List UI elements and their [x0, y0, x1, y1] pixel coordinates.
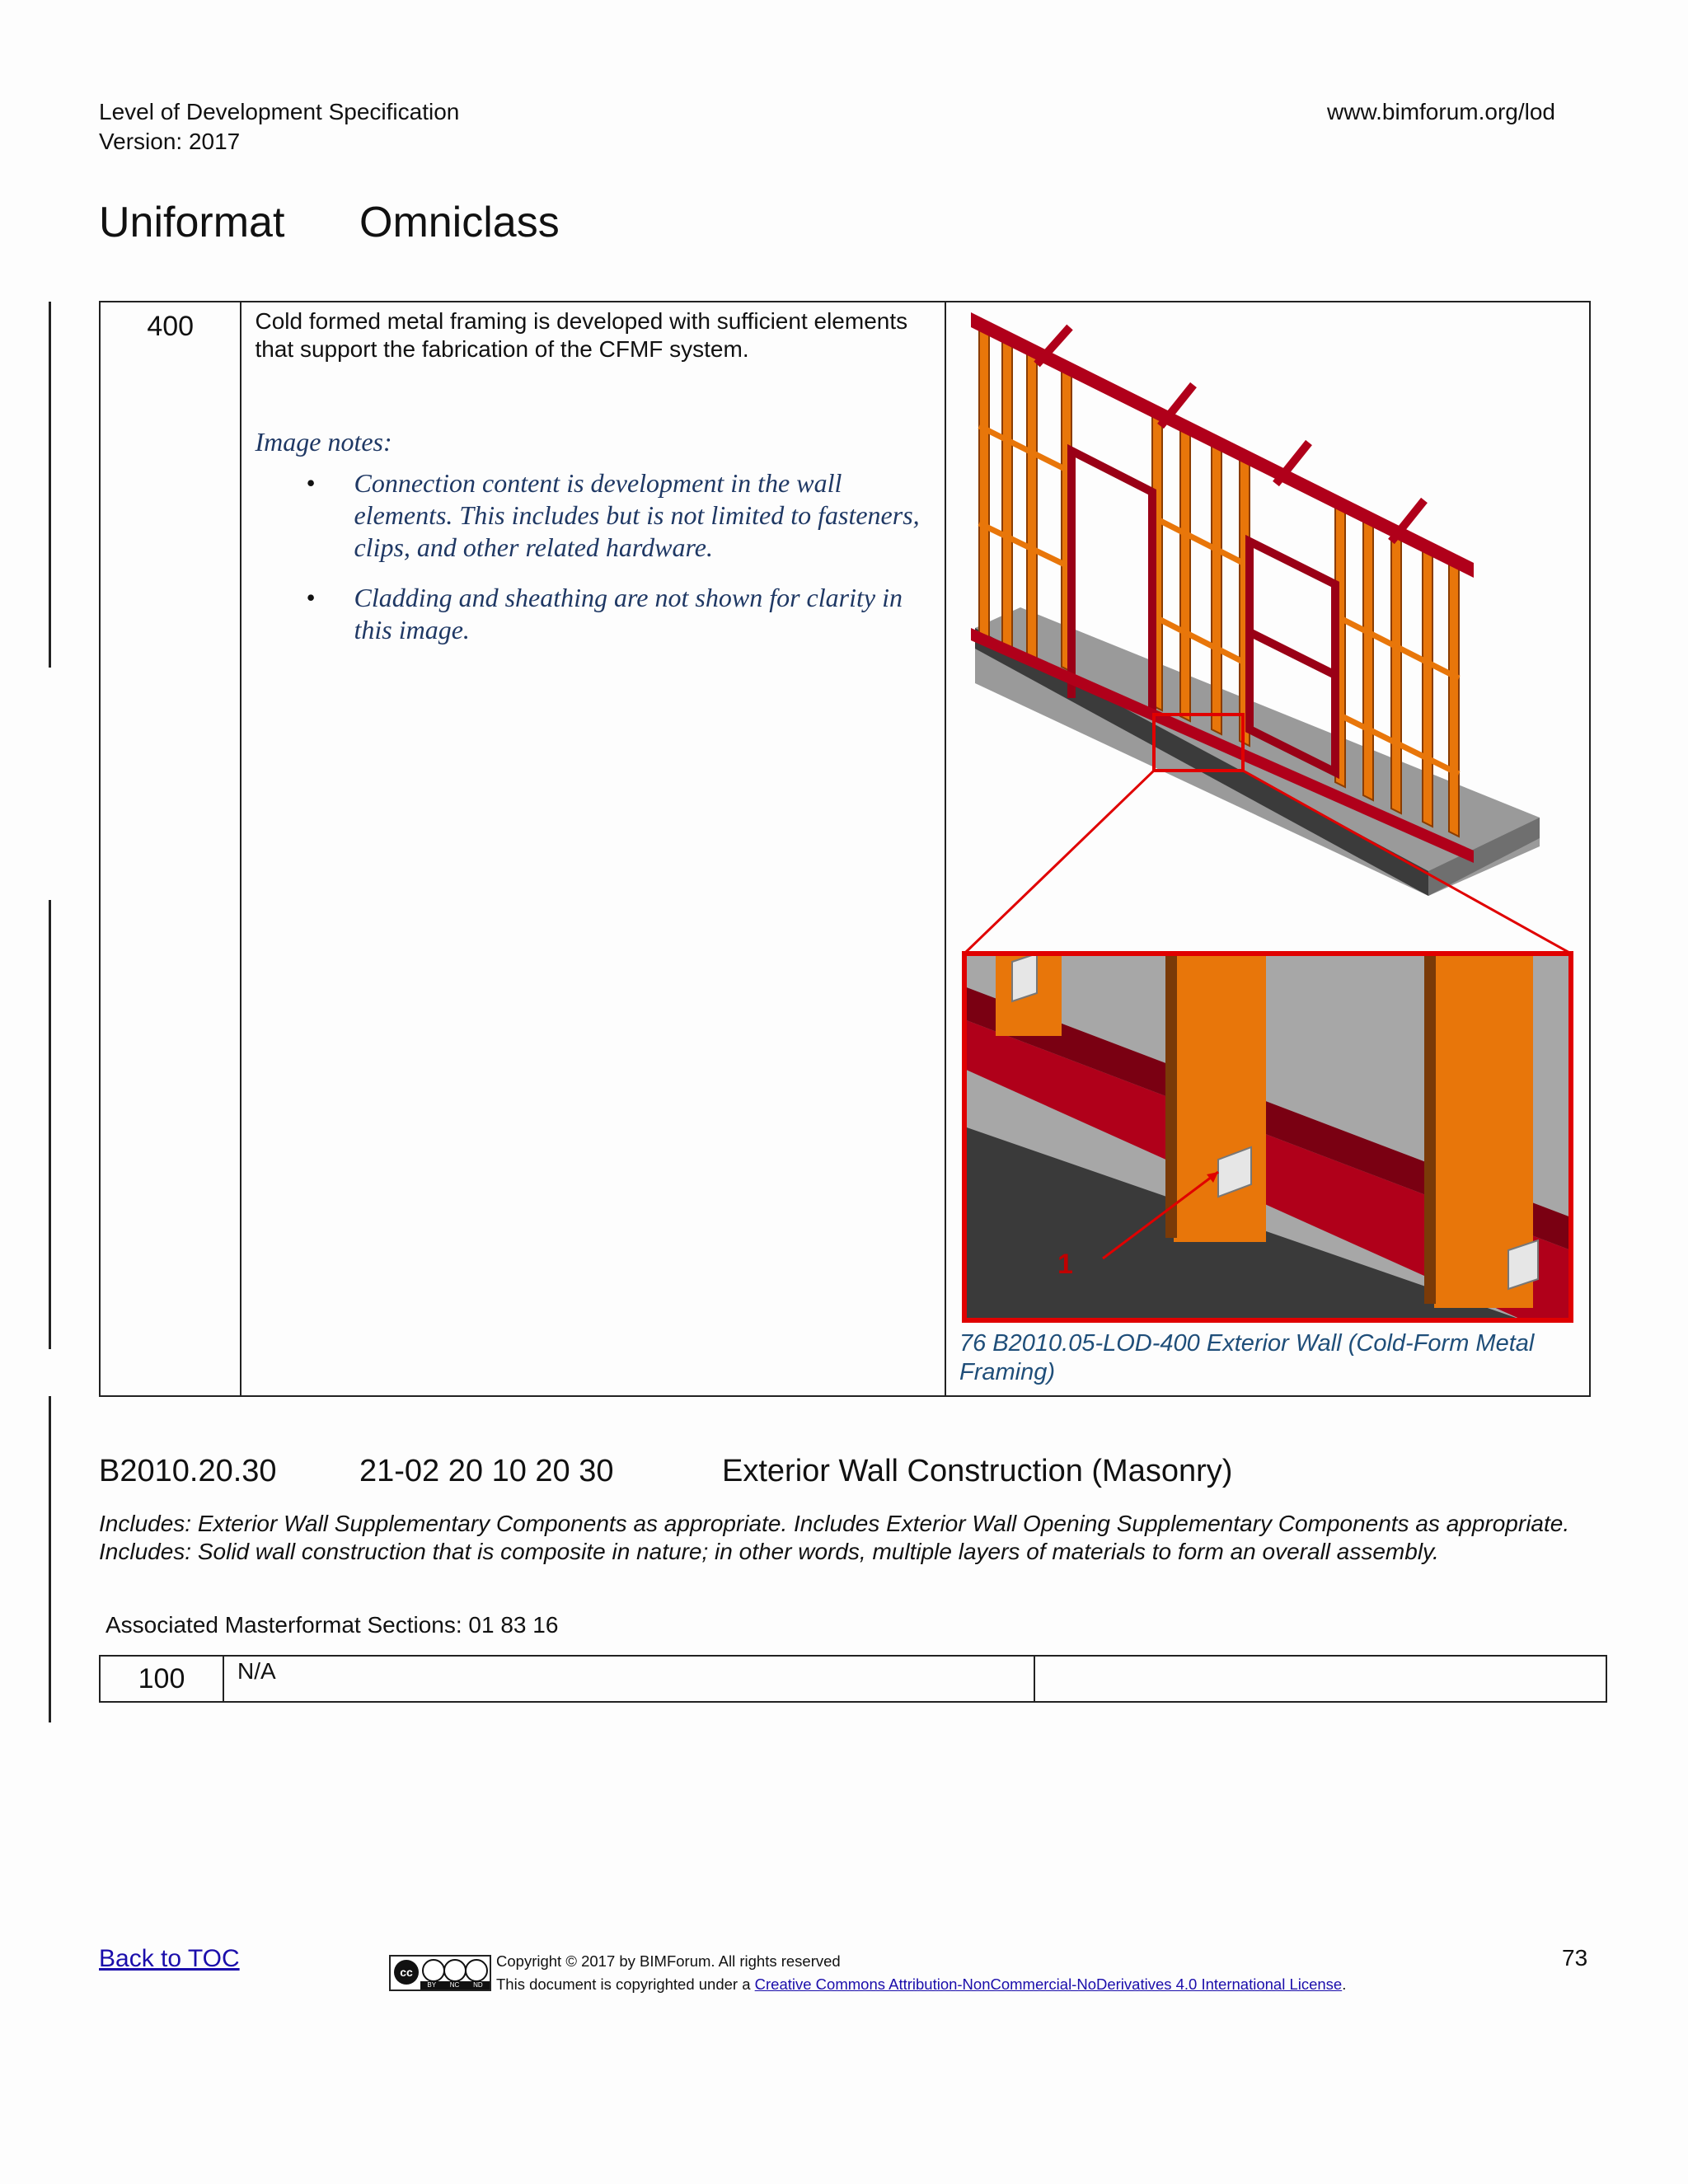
lod-cell: 400 — [100, 302, 241, 1396]
spec-version: Version: 2017 — [99, 129, 241, 154]
section-omniclass-code: 21-02 20 10 20 30 — [359, 1454, 614, 1488]
cc-icon: cc — [394, 1960, 419, 1985]
license-text — [496, 1950, 1346, 1996]
lod-400-table — [99, 301, 1591, 1397]
copyright-line: Copyright © 2017 by BIMForum. All rights reserved — [496, 1952, 841, 1970]
lod-cell: 100 — [100, 1656, 223, 1702]
clip-angle — [1012, 954, 1037, 1001]
back-to-toc-link[interactable]: Back to TOC — [99, 1945, 240, 1972]
section-uniformat-code: B2010.20.30 — [99, 1454, 277, 1488]
page-number: 73 — [1562, 1945, 1588, 1971]
header-url: www.bimforum.org/lod — [1327, 99, 1555, 124]
nc-icon — [443, 1959, 467, 1982]
list-item — [306, 467, 931, 564]
note-text: Connection content is development in the wall elements. This includes but is not limited to fasteners, clips, and other related hardware. — [354, 468, 920, 562]
bullet-icon: • — [306, 468, 316, 498]
omniclass-heading: Omniclass — [359, 199, 560, 246]
zoom-detail — [964, 954, 1571, 1320]
by-icon — [422, 1959, 445, 1982]
description-cell — [241, 302, 945, 1396]
masterformat-sections: Associated Masterformat Sections: 01 83 16 — [106, 1612, 559, 1638]
lod-100-table — [99, 1655, 1607, 1703]
cfmf-wall-illustration — [946, 302, 1589, 1329]
description-cell: N/A — [223, 1656, 1034, 1702]
uniformat-heading: Uniformat — [99, 199, 285, 246]
license-link[interactable]: Creative Commons Attribution-NonCommercial-NoDerivatives 4.0 International License — [754, 1975, 1343, 1993]
image-notes-title: Image notes: — [255, 427, 392, 457]
change-bar — [49, 302, 51, 668]
section-includes: Includes: Exterior Wall Supplementary Components as appropriate. Includes Exterior Wall Opening Supplementary Components as appropriate. Includes: Solid wall construction that is composite in nature; in other words, multiple layers of materials to form an overall assembly. — [99, 1511, 1570, 1564]
note-text: Cladding and sheathing are not shown for clarity in this image. — [354, 583, 903, 644]
image-cell — [1034, 1656, 1606, 1702]
section-title: Exterior Wall Construction (Masonry) — [722, 1454, 1233, 1488]
image-notes-list — [255, 467, 931, 646]
callout-number: 1 — [1057, 1249, 1073, 1280]
cc-by-nc-nd-badge-icon — [389, 1955, 491, 1991]
license-line: This document is copyrighted under a Creative Commons Attribution-NonCommercial-NoDerivatives 4.0 International License. — [496, 1975, 1347, 1993]
badge-labels: BY NC ND — [420, 1981, 490, 1990]
figure-caption: 76 B2010.05-LOD-400 Exterior Wall (Cold-Form Metal Framing) — [959, 1330, 1535, 1385]
table-row — [100, 302, 1590, 1396]
list-item — [306, 582, 931, 646]
page-header — [99, 97, 459, 157]
lod-description: Cold formed metal framing is developed with sufficient elements that support the fabrication of the CFMF system. — [255, 308, 908, 362]
change-bar — [49, 1396, 51, 1722]
nd-icon — [465, 1959, 488, 1982]
change-bar — [49, 900, 51, 1349]
table-row — [100, 1656, 1606, 1702]
spec-title: Level of Development Specification — [99, 99, 460, 124]
bullet-icon: • — [306, 583, 316, 612]
image-cell — [945, 302, 1590, 1396]
